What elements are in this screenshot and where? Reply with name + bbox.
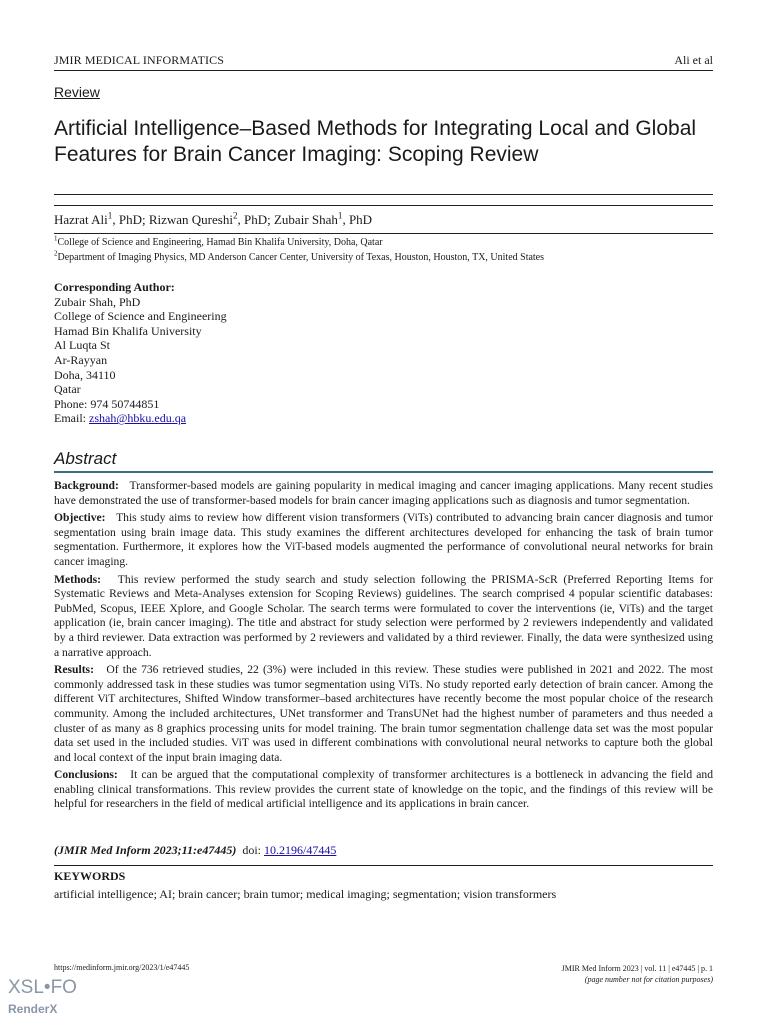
section-label: Conclusions: [54, 768, 118, 782]
abstract-objective [54, 511, 713, 569]
section-label: Background: [54, 479, 119, 492]
section-label: Objective: [54, 511, 106, 525]
journal-name: JMIR MEDICAL INFORMATICS [54, 53, 224, 67]
footer-url[interactable]: https://medinform.jmir.org/2023/1/e47445 [54, 963, 190, 972]
article-title: Artificial Intelligence–Based Methods for Integrating Local and Global Features for Brain Cancer Imaging: Scoping Review [54, 117, 697, 166]
header-divider [54, 70, 713, 71]
corr-line: Doha, 34110 [54, 367, 116, 382]
renderx-logo: RenderX [8, 1002, 58, 1016]
author-affil-num: 1 [337, 210, 343, 221]
article-type-label[interactable]: Review [54, 84, 100, 100]
footer-note: (page number not for citation purposes) [584, 975, 713, 984]
author-suffix: , PhD; [112, 212, 149, 227]
affiliation-1 [54, 234, 383, 249]
abstract-results [54, 663, 713, 765]
author-affil-num: 1 [107, 210, 113, 221]
affiliation-text: Department of Imaging Physics, MD Anderson Cancer Center, University of Texas, Houston, Houston, TX, United States [57, 252, 545, 263]
author-suffix: , PhD [342, 212, 373, 227]
section-label: Methods: [54, 572, 102, 586]
doi-label: doi: [242, 843, 262, 857]
abstract-body [54, 479, 713, 815]
author-list [54, 212, 372, 228]
title-divider-top [54, 194, 713, 195]
doi-link[interactable]: 10.2196/47445 [264, 843, 337, 857]
abstract-conclusions [54, 768, 713, 812]
section-text: Transformer-based models are gaining popularity in medical imaging and cancer imaging applications. Many recent studies have demonstrated the use of transformer-based models for brain cancer imaging applications such as diagnosis and tumor segmentation. [54, 479, 713, 507]
section-text: This review performed the study search and study selection following the PRISMA-ScR (Preferred Reporting Items for Systematic Reviews and Meta-Analyses extension for Scoping Reviews) guidelines. The search comprised 4 popular scientific databases: PubMed, Scopus, IEEE Xplore, and Google Scholar. The search terms were formulated to cover the interventions (ie, ViTs) and the target application (ie, brain cancer imaging). The title and abstract for study selection were performed by 2 reviewers independently and validated by a third reviewer. Data extraction was performed by 2 reviewers and validated by a third reviewer. Finally, the data were synthesized using a narrative approach. [54, 572, 713, 659]
affiliation-2 [54, 249, 545, 264]
affiliation-num: 2 [54, 249, 58, 258]
author-name: Hazrat Ali [54, 212, 108, 227]
running-authors: Ali et al [674, 53, 713, 67]
corresponding-heading: Corresponding Author: [54, 280, 175, 294]
citation-text: (JMIR Med Inform 2023;11:e47445) [54, 843, 237, 857]
corr-line: Phone: 974 50744851 [54, 396, 160, 411]
corr-line: College of Science and Engineering [54, 309, 227, 324]
authors-divider [54, 233, 713, 234]
corresponding-author [54, 280, 227, 426]
email-label: Email: [54, 411, 89, 426]
xslfo-logo: XSL•FO [8, 977, 77, 998]
author-suffix: , PhD; [237, 212, 274, 227]
email-link[interactable]: zshah@hbku.edu.qa [89, 411, 187, 426]
keywords-list: artificial intelligence; AI; brain cancer; brain tumor; medical imaging; segmentation; vision transformers [54, 887, 557, 901]
corr-line: Qatar [54, 382, 81, 397]
section-text: This study aims to review how different vision transformers (ViTs) contributed to advancing brain cancer diagnosis and tumor segmentation using brain image data. This study examines the different architectures developed for enhancing the task of brain tumor segmentation. Furthermore, it explores how the ViT-based models augmented the performance of convolutional neural networks for brain cancer imaging. [54, 511, 713, 568]
title-divider-bottom [54, 205, 713, 206]
abstract-methods [54, 573, 713, 661]
citation-line [54, 843, 336, 858]
affiliation-num: 1 [54, 234, 58, 243]
section-label: Results: [54, 663, 94, 677]
corr-line: Zubair Shah, PhD [54, 294, 141, 309]
author-name: Zubair Shah [273, 212, 338, 227]
corr-line: Al Luqta St [54, 338, 110, 353]
author-affil-num: 2 [232, 210, 238, 221]
affiliation-text: College of Science and Engineering, Hamad Bin Khalifa University, Doha, Qatar [57, 237, 383, 248]
author-name: Rizwan Qureshi [148, 212, 233, 227]
keywords-divider [54, 865, 713, 866]
section-text: Of the 736 retrieved studies, 22 (3%) were included in this review. These studies were published in 2021 and 2022. The most commonly addressed task in these studies was tumor segmentation using ViTs. No study reported early detection of brain cancer. Among the different ViT architectures, Shifted Window transformer–based architectures have recently become the most popular choice of the research community. Among the included architectures, UNet transformer and TransUNet had the highest number of parameters and thus needed a cluster of as many as 8 graphics processing units for model training. The brain tumor segmentation challenge data set was the most popular data set used in the included studies. ViT was used in different combinations with convolutional neural networks to capture both the global and local context of the input brain imaging data. [54, 663, 713, 764]
abstract-background [54, 479, 713, 508]
abstract-rule [54, 471, 713, 473]
abstract-heading: Abstract [54, 449, 117, 468]
footer-journal-info [562, 963, 713, 985]
corr-line: Hamad Bin Khalifa University [54, 323, 202, 338]
keywords-heading: KEYWORDS [54, 869, 126, 883]
section-text: It can be argued that the computational complexity of transformer architectures is a bottleneck in advancing the field and enabling clinical transformations. This review provides the current state of knowledge on the topic, and the findings of this review will be helpful for researchers in the field of medical artificial intelligence and its applications in brain cancer. [54, 768, 713, 811]
corr-line: Ar-Rayyan [54, 352, 108, 367]
footer-volume: JMIR Med Inform 2023 | vol. 11 | e47445 | p. 1 [561, 964, 713, 973]
